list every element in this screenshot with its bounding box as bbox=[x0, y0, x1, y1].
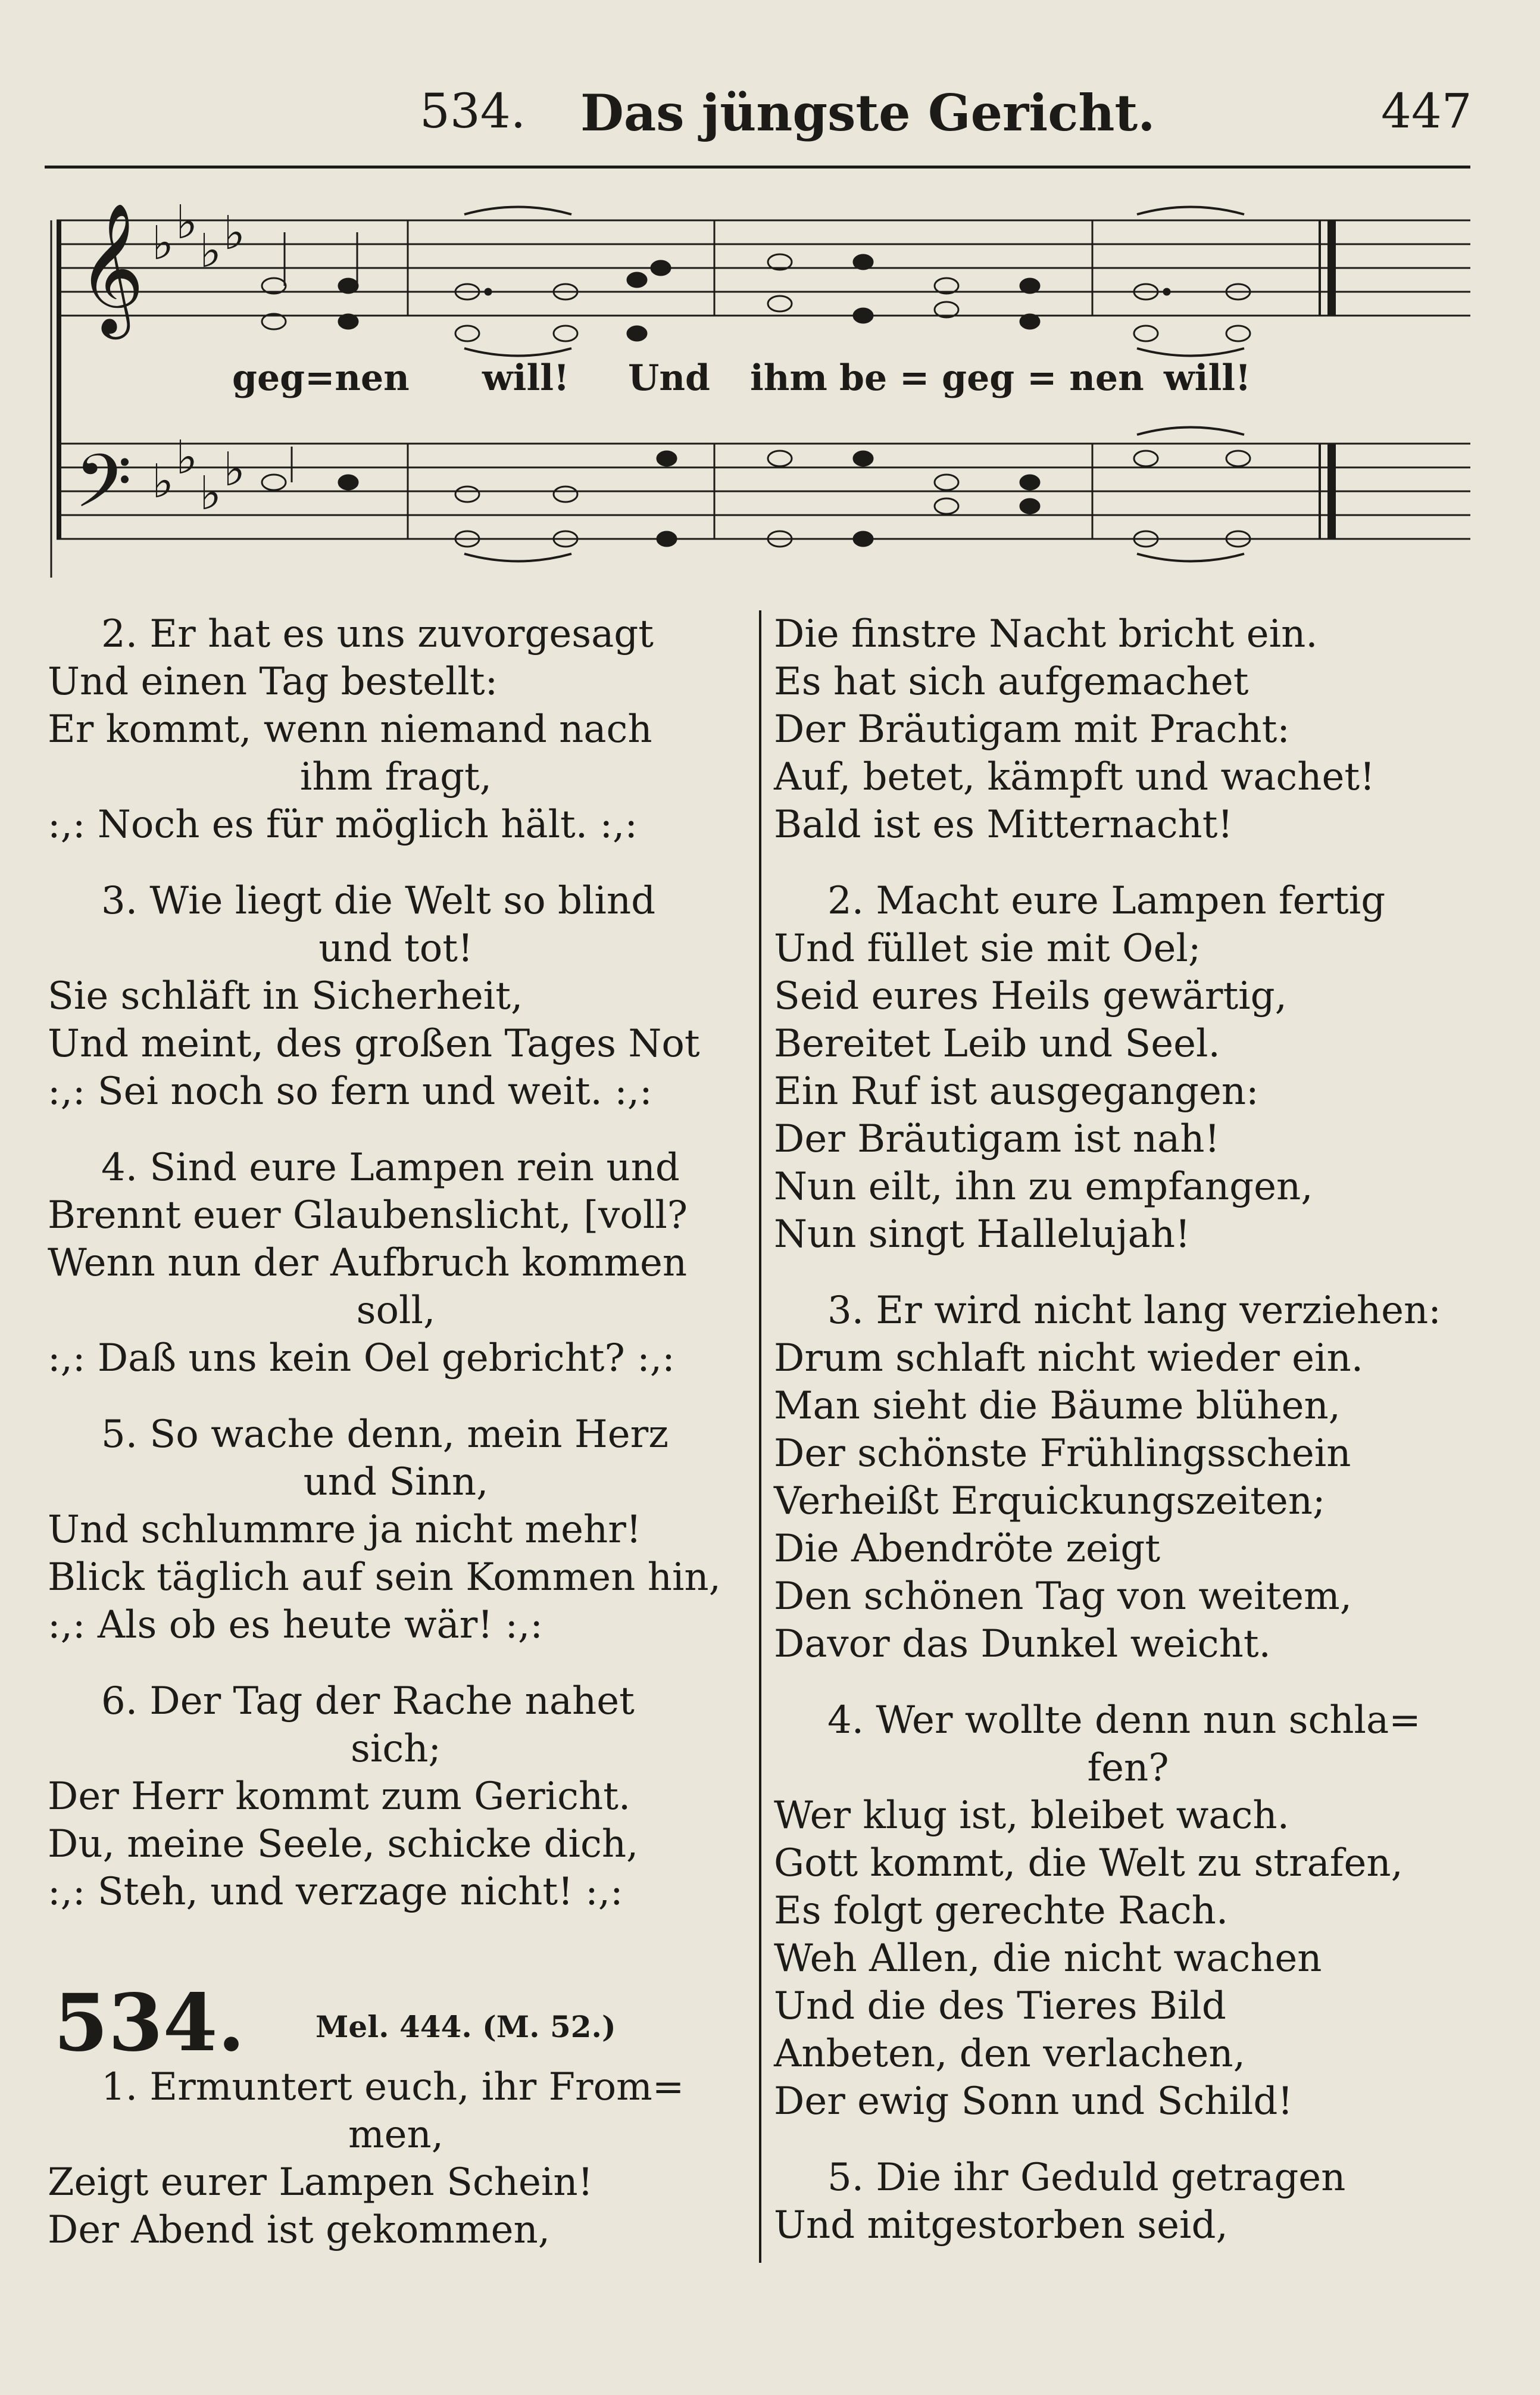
verse-4 bbox=[48, 1144, 744, 1382]
hymn-number: 534. bbox=[54, 1977, 245, 2069]
verse-line: Ein Ruf ist ausgegangen: bbox=[774, 1069, 1259, 1114]
verse-line: fen? bbox=[1087, 1746, 1169, 1790]
verse-line: sich; bbox=[351, 1727, 441, 1771]
verse-line: Er kommt, wenn niemand nach bbox=[48, 707, 652, 751]
svg-text:♭: ♭ bbox=[199, 467, 221, 520]
lyric-syllable: geg=nen bbox=[232, 357, 410, 399]
verse-line: Zeigt eurer Lampen Schein! bbox=[48, 2160, 593, 2204]
verse-2 bbox=[774, 877, 1482, 1258]
verse-line: Wer klug ist, bleibet wach. bbox=[774, 1794, 1289, 1838]
verse-4 bbox=[774, 1697, 1482, 2125]
verse-line: 2. Er hat es uns zuvorgesagt bbox=[101, 612, 654, 656]
music-staves bbox=[48, 197, 1488, 613]
music-score bbox=[48, 197, 1488, 613]
page-number: 447 bbox=[1381, 83, 1472, 139]
verse-line: Sie schläft in Sicherheit, bbox=[48, 974, 523, 1018]
svg-text:♭: ♭ bbox=[199, 224, 221, 278]
verse-line: Davor das Dunkel weicht. bbox=[774, 1622, 1271, 1666]
verse-line: Und meint, des großen Tages Not bbox=[48, 1022, 700, 1066]
melody-reference: Mel. 444. (M. 52.) bbox=[316, 2009, 616, 2044]
verse-line: 2. Macht eure Lampen fertig bbox=[827, 879, 1386, 923]
header-rule bbox=[45, 166, 1470, 169]
verse-line: Gott kommt, die Welt zu strafen, bbox=[774, 1841, 1403, 1885]
verse-line: Brennt euer Glaubenslicht, [voll? bbox=[48, 1193, 688, 1237]
verse-6 bbox=[48, 1677, 744, 1916]
verse-line: Der ewig Sonn und Schild! bbox=[774, 2079, 1293, 2123]
verse-line: Auf, betet, kämpft und wachet! bbox=[774, 755, 1375, 799]
verse-line: 4. Wer wollte denn nun schla= bbox=[827, 1698, 1421, 1742]
verse-line: Seid eures Heils gewärtig, bbox=[774, 974, 1287, 1018]
verse-line: Und einen Tag bestellt: bbox=[48, 660, 498, 704]
verse-line: Der Bräutigam ist nah! bbox=[774, 1117, 1220, 1161]
verse-line: 5. So wache denn, mein Herz bbox=[101, 1412, 669, 1457]
verse-line: Blick täglich auf sein Kommen hin, bbox=[48, 1555, 721, 1599]
verse-line: Und schlummre ja nicht mehr! bbox=[48, 1508, 642, 1552]
verse-5 bbox=[774, 2154, 1482, 2249]
svg-text:♭: ♭ bbox=[152, 455, 174, 509]
verse-line: men, bbox=[348, 2113, 444, 2157]
verse-line: und tot! bbox=[318, 927, 473, 971]
verse-line: Und füllet sie mit Oel; bbox=[774, 927, 1201, 971]
verse-line: 1. Ermuntert euch, ihr From= bbox=[101, 2065, 685, 2109]
svg-text:♭: ♭ bbox=[223, 443, 245, 497]
lyric-syllable: ihm bbox=[750, 357, 827, 399]
verse-line: Es hat sich aufgemachet bbox=[774, 660, 1249, 704]
svg-text:𝄞: 𝄞 bbox=[77, 202, 145, 333]
verse-3 bbox=[48, 877, 744, 1115]
verse-line: Nun eilt, ihn zu empfangen, bbox=[774, 1165, 1313, 1209]
verse-line: Und mitgestorben seid, bbox=[774, 2203, 1228, 2247]
verse-line: Drum schlaft nicht wieder ein. bbox=[774, 1336, 1364, 1380]
verse-line: :,: Noch es für möglich hält. :,: bbox=[48, 803, 638, 847]
svg-text:♭: ♭ bbox=[176, 197, 198, 250]
verse-line: 5. Die ihr Geduld getragen bbox=[827, 2156, 1346, 2200]
verse-line: Bald ist es Mitternacht! bbox=[774, 803, 1233, 847]
verse-line: :,: Daß uns kein Oel gebricht? :,: bbox=[48, 1336, 675, 1380]
verse-line: soll, bbox=[356, 1289, 436, 1333]
verse-1-continued bbox=[774, 610, 1482, 849]
lyric-syllable: will! bbox=[482, 357, 570, 399]
lyric-syllable: Und bbox=[628, 357, 710, 399]
verse-5 bbox=[48, 1411, 744, 1649]
lyric-syllable: will! bbox=[1164, 357, 1251, 399]
verse-line: Und die des Tieres Bild bbox=[774, 1984, 1226, 2028]
verse-line: Der Herr kommt zum Gericht. bbox=[48, 1775, 631, 1819]
svg-text:♭: ♭ bbox=[223, 207, 245, 260]
verse-line: Wenn nun der Aufbruch kommen bbox=[48, 1241, 688, 1285]
verse-3 bbox=[774, 1287, 1482, 1668]
verse-line: Der Abend ist gekommen, bbox=[48, 2208, 551, 2252]
verse-line: 3. Wie liegt die Welt so blind bbox=[101, 879, 656, 923]
verse-line: :,: Steh, und verzage nicht! :,: bbox=[48, 1870, 623, 1914]
lyric-syllable: be = geg = nen bbox=[839, 357, 1144, 399]
verse-line: Man sieht die Bäume blühen, bbox=[774, 1384, 1341, 1428]
verse-line: Nun singt Hallelujah! bbox=[774, 1212, 1191, 1256]
verse-line: Bereitet Leib und Seel. bbox=[774, 1022, 1220, 1066]
verse-line: 4. Sind eure Lampen rein und bbox=[101, 1146, 680, 1190]
verse-line: Verheißt Erquickungszeiten; bbox=[774, 1479, 1326, 1523]
svg-text:♭: ♭ bbox=[152, 217, 174, 270]
verse-line: :,: Sei noch so fern und weit. :,: bbox=[48, 1069, 652, 1114]
verse-line: Weh Allen, die nicht wachen bbox=[774, 1936, 1322, 1981]
verse-line: Es folgt gerechte Rach. bbox=[774, 1889, 1229, 1933]
verse-line: :,: Als ob es heute wär! :,: bbox=[48, 1603, 543, 1647]
hymn-verse-1 bbox=[48, 2063, 744, 2254]
section-title: Das jüngste Gericht. bbox=[580, 83, 1155, 142]
verse-line: ihm fragt, bbox=[299, 755, 492, 799]
verse-line: 3. Er wird nicht lang verziehen: bbox=[827, 1289, 1441, 1333]
verse-line: Der Bräutigam mit Pracht: bbox=[774, 707, 1290, 751]
page-header bbox=[0, 83, 1540, 149]
verse-line: Den schönen Tag von weitem, bbox=[774, 1574, 1352, 1619]
verse-line: 6. Der Tag der Rache nahet bbox=[101, 1679, 635, 1723]
verse-line: Die Abendröte zeigt bbox=[774, 1527, 1161, 1571]
verse-2 bbox=[48, 610, 744, 849]
verse-line: Der schönste Frühlingsschein bbox=[774, 1432, 1351, 1476]
column-divider bbox=[759, 610, 761, 2263]
left-column bbox=[48, 610, 744, 1916]
right-column bbox=[774, 610, 1482, 2249]
verse-line: Die finstre Nacht bricht ein. bbox=[774, 612, 1318, 656]
verse-line: und Sinn, bbox=[303, 1460, 489, 1504]
verse-line: Du, meine Seele, schicke dich, bbox=[48, 1822, 639, 1866]
running-hymn-number: 534. bbox=[420, 83, 526, 139]
verse-line: Anbeten, den verlachen, bbox=[774, 2032, 1245, 2076]
svg-text:♭: ♭ bbox=[176, 431, 198, 485]
svg-text:𝄢: 𝄢 bbox=[74, 439, 132, 542]
